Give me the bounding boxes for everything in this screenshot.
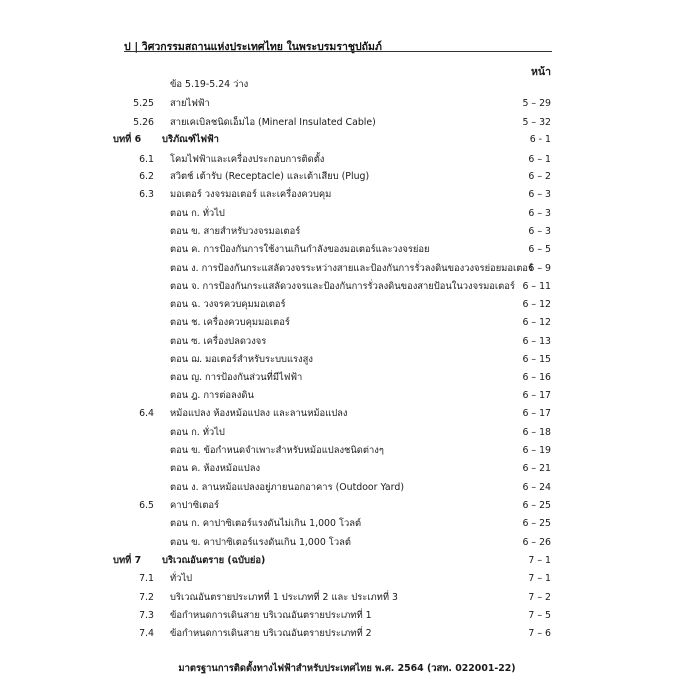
toc-entry-title: ข้อ 5.19-5.24 ว่าง (170, 79, 249, 90)
toc-entry-number: 6.5 (139, 500, 154, 511)
toc-subsection-row (0, 316, 694, 330)
toc-entry-title: ตอน ข. สายสำหรับวงจรมอเตอร์ (170, 226, 301, 237)
toc-subsection-row (0, 298, 694, 312)
toc-section-row (0, 609, 694, 623)
toc-entry-number: 6.1 (139, 154, 154, 165)
toc-entry-page: 6 – 16 (522, 372, 551, 383)
toc-subsection-row (0, 207, 694, 221)
running-footer: มาตรฐานการติดตั้งทางไฟฟ้าสำหรับประเทศไทย พ.ศ. 2564 (วสท. 022001-22) (178, 663, 516, 674)
toc-entry-page: 6 – 9 (528, 263, 551, 274)
toc-section-row (0, 116, 694, 130)
toc-entry-page: 6 – 3 (528, 189, 551, 200)
toc-chapter-row (0, 133, 694, 147)
toc-subsection-row (0, 389, 694, 403)
toc-entry-page: 6 – 12 (522, 299, 551, 310)
toc-entry-title: ข้อกำหนดการเดินสาย บริเวณอันตรายประเภทที่ 2 (170, 628, 372, 639)
toc-section-row (0, 188, 694, 202)
toc-entry-page: 6 – 17 (522, 390, 551, 401)
toc-entry-page: 6 – 13 (522, 336, 551, 347)
toc-entry-page: 6 – 11 (522, 281, 551, 292)
toc-entry-title: ตอน ญ. การป้องกันส่วนที่มีไฟฟ้า (170, 372, 303, 383)
header-divider (124, 51, 552, 52)
toc-section-row (0, 591, 694, 605)
toc-entry-title: สายไฟฟ้า (170, 98, 210, 109)
toc-entry-page: 6 – 25 (522, 500, 551, 511)
toc-section-row (0, 170, 694, 184)
toc-entry-number: 6.2 (139, 171, 154, 182)
toc-entry-title: ตอน ข. คาปาซิเตอร์แรงดันเกิน 1,000 โวลต์ (170, 537, 351, 548)
toc-entry-title: ตอน ฉ. วงจรควบคุมมอเตอร์ (170, 299, 286, 310)
toc-entry-title: ตอน จ. การป้องกันกระแสลัดวงจรและป้องกันการรั่วลงดินของสายป้อนในวงจรมอเตอร์ (170, 281, 515, 292)
toc-entry-title: ข้อกำหนดการเดินสาย บริเวณอันตรายประเภทที่ 1 (170, 610, 372, 621)
toc-entry-page: 6 - 1 (529, 134, 551, 145)
toc-entry-title: บริภัณฑ์ไฟฟ้า (162, 134, 219, 145)
toc-entry-title: มอเตอร์ วงจรมอเตอร์ และเครื่องควบคุม (170, 189, 332, 200)
toc-subsection-row (0, 536, 694, 550)
toc-entry-page: 7 – 1 (528, 573, 551, 584)
toc-entry-title: ตอน ซ. เครื่องปลดวงจร (170, 336, 267, 347)
toc-subsection-row (0, 280, 694, 294)
toc-entry-page: 6 – 3 (528, 208, 551, 219)
running-header: ป | วิศวกรรมสถานแห่งประเทศไทย ในพระบรมราชูปถัมภ์ (124, 41, 382, 53)
toc-entry-page: 6 – 25 (522, 518, 551, 529)
toc-entry-page: 6 – 2 (528, 171, 551, 182)
toc-entry-page: 6 – 3 (528, 226, 551, 237)
toc-entry-title: ตอน ง. การป้องกันกระแสลัดวงจรระหว่างสายและป้องกันการรั่วลงดินของวงจรย่อยมอเตอร์ (170, 263, 533, 274)
page-column-label: หน้า (531, 66, 551, 78)
toc-entry-page: 6 – 17 (522, 408, 551, 419)
toc-entry-title: ตอน ช. เครื่องควบคุมมอเตอร์ (170, 317, 290, 328)
toc-entry-page: 6 – 12 (522, 317, 551, 328)
toc-entry-title: ตอน ฌ. มอเตอร์สำหรับระบบแรงสูง (170, 354, 313, 365)
toc-entry-title: สายเคเบิลชนิดเอ็มไอ (Mineral Insulated Cable) (170, 117, 376, 128)
toc-entry-number: 6.3 (139, 189, 154, 200)
toc-entry-number: 5.25 (133, 98, 154, 109)
toc-entry-page: 6 – 1 (528, 154, 551, 165)
toc-entry-title: หม้อแปลง ห้องหม้อแปลง และลานหม้อแปลง (170, 408, 348, 419)
toc-entry-title: ตอน ฎ. การต่อลงดิน (170, 390, 254, 401)
toc-entry-page: 6 – 26 (522, 537, 551, 548)
toc-entry-page: 6 – 19 (522, 445, 551, 456)
toc-entry-number: บทที่ 7 (113, 555, 142, 566)
toc-subsection-row (0, 426, 694, 440)
toc-entry-number: 7.2 (139, 592, 154, 603)
toc-section-row (0, 499, 694, 513)
toc-entry-page: 7 – 6 (528, 628, 551, 639)
toc-entry-title: บริเวณอันตราย (ฉบับย่อ) (162, 555, 266, 566)
toc-subsection-row (0, 444, 694, 458)
toc-entry-page: 5 – 32 (522, 117, 551, 128)
toc-subsection-row (0, 462, 694, 476)
toc-subsection-row (0, 517, 694, 531)
toc-subsection-row (0, 371, 694, 385)
toc-entry-page: 7 – 2 (528, 592, 551, 603)
toc-note-row (0, 78, 694, 92)
toc-entry-page: 6 – 21 (522, 463, 551, 474)
toc-subsection-row (0, 353, 694, 367)
toc-entry-title: ตอน ข. ข้อกำหนดจำเพาะสำหรับหม้อแปลงชนิดต่างๆ (170, 445, 384, 456)
toc-entry-number: 6.4 (139, 408, 154, 419)
toc-subsection-row (0, 225, 694, 239)
toc-entry-title: สวิตช์ เต้ารับ (Receptacle) และเต้าเสียบ (Plug) (170, 171, 370, 182)
toc-entry-title: ตอน ค. การป้องกันการใช้งานเกินกำลังของมอเตอร์และวงจรย่อย (170, 244, 430, 255)
toc-entry-title: ตอน ค. ห้องหม้อแปลง (170, 463, 261, 474)
toc-section-row (0, 627, 694, 641)
toc-entry-title: ตอน ง. ลานหม้อแปลงอยู่ภายนอกอาคาร (Outdoor Yard) (170, 482, 404, 493)
toc-entry-title: คาปาซิเตอร์ (170, 500, 220, 511)
toc-subsection-row (0, 243, 694, 257)
toc-entry-page: 6 – 24 (522, 482, 551, 493)
toc-section-row (0, 572, 694, 586)
toc-entry-page: 6 – 15 (522, 354, 551, 365)
toc-entry-title: ตอน ก. ทั่วไป (170, 208, 225, 219)
toc-entry-number: 7.3 (139, 610, 154, 621)
toc-subsection-row (0, 262, 694, 276)
toc-entry-page: 7 – 5 (528, 610, 551, 621)
toc-entry-number: 7.1 (139, 573, 154, 584)
toc-entry-title: ตอน ก. คาปาซิเตอร์แรงดันไม่เกิน 1,000 โวลต์ (170, 518, 362, 529)
toc-entry-title: โคมไฟฟ้าและเครื่องประกอบการติดตั้ง (170, 154, 325, 165)
toc-entry-page: 6 – 5 (528, 244, 551, 255)
toc-entry-title: ทั่วไป (170, 573, 193, 584)
toc-section-row (0, 97, 694, 111)
toc-entry-page: 5 – 29 (522, 98, 551, 109)
toc-entry-number: บทที่ 6 (113, 134, 142, 145)
toc-section-row (0, 153, 694, 167)
toc-subsection-row (0, 335, 694, 349)
toc-entry-page: 6 – 18 (522, 427, 551, 438)
toc-entry-page: 7 – 1 (528, 555, 551, 566)
toc-chapter-row (0, 554, 694, 568)
toc-entry-number: 7.4 (139, 628, 154, 639)
toc-entry-number: 5.26 (133, 117, 154, 128)
toc-section-row (0, 407, 694, 421)
toc-entry-title: บริเวณอันตรายประเภทที่ 1 ประเภทที่ 2 และ ประเภทที่ 3 (170, 592, 398, 603)
toc-subsection-row (0, 481, 694, 495)
toc-entry-title: ตอน ก. ทั่วไป (170, 427, 225, 438)
